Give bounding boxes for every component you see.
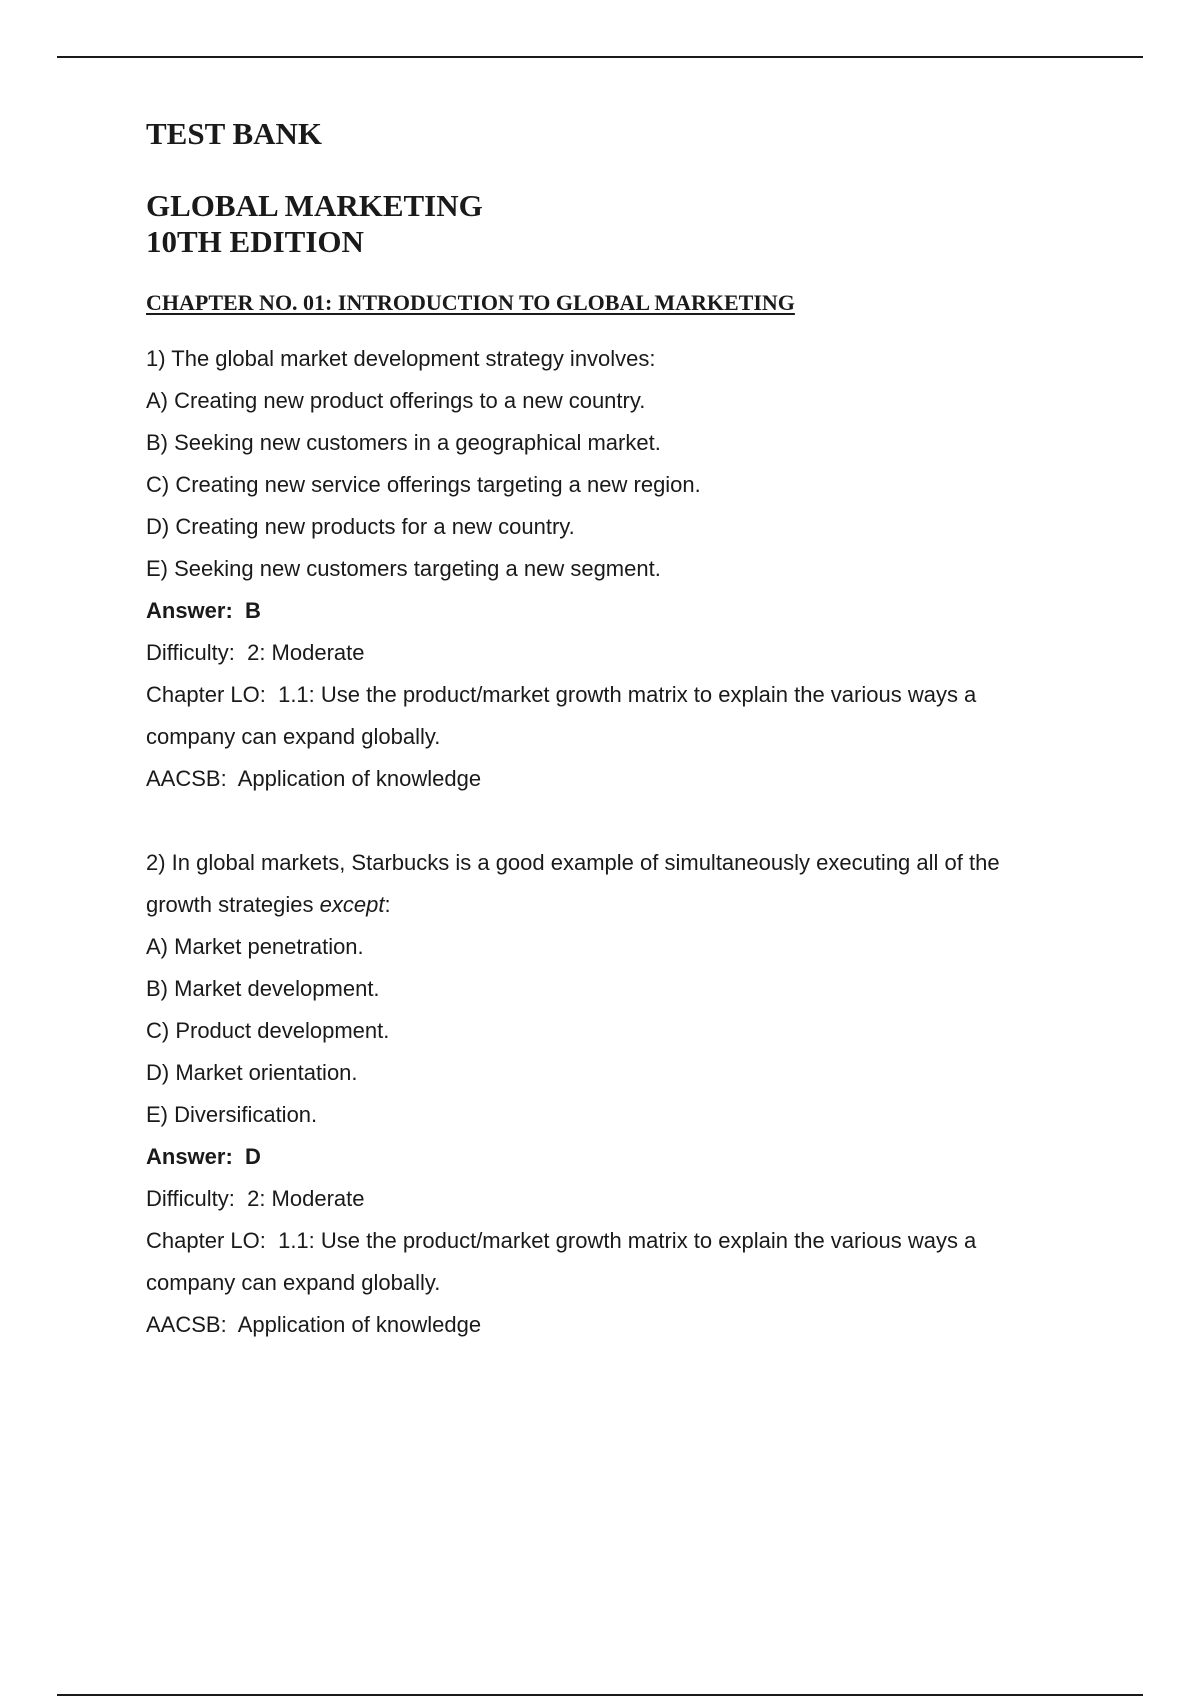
aacsb-value: Application of knowledge	[237, 766, 482, 791]
stem-punctuation: :	[384, 892, 391, 917]
difficulty-value: 2: Moderate	[247, 640, 365, 665]
aacsb-label: AACSB:	[146, 1312, 227, 1337]
option-b: B) Market development.	[146, 976, 380, 1001]
question-2	[146, 842, 1106, 1346]
chapter-lo-value: 1.1: Use the product/market growth matrix to explain the various ways a	[278, 1228, 977, 1253]
bottom-rule	[57, 1694, 1143, 1696]
stem-text: growth strategies	[146, 892, 320, 917]
doc-title: TEST BANK	[146, 116, 323, 151]
answer-value: B	[245, 598, 261, 623]
aacsb-line	[146, 758, 1106, 800]
answer-line	[146, 1136, 1106, 1178]
chapter-lo-continuation: company can expand globally.	[146, 1270, 441, 1295]
question-1	[146, 338, 1106, 800]
difficulty-label: Difficulty:	[146, 1186, 235, 1211]
option-a: A) Creating new product offerings to a new country.	[146, 388, 646, 413]
option-a: A) Market penetration.	[146, 934, 364, 959]
chapter-lo-value: 1.1: Use the product/market growth matrix to explain the various ways a	[278, 682, 977, 707]
difficulty-line	[146, 632, 1106, 674]
difficulty-value: 2: Moderate	[247, 1186, 365, 1211]
answer-line	[146, 590, 1106, 632]
book-title	[146, 188, 1106, 260]
question-stem: 2) In global markets, Starbucks is a good example of simultaneously executing all of the	[146, 850, 1000, 875]
answer-label: Answer:	[146, 1144, 233, 1169]
book-title-line1: GLOBAL MARKETING	[146, 188, 483, 223]
option-e: E) Diversification.	[146, 1102, 318, 1127]
chapter-lo-line	[146, 1220, 1106, 1262]
chapter-lo-label: Chapter LO:	[146, 1228, 266, 1253]
page-content	[146, 116, 1106, 1346]
difficulty-label: Difficulty:	[146, 640, 235, 665]
aacsb-label: AACSB:	[146, 766, 227, 791]
answer-value: D	[245, 1144, 261, 1169]
question-stem-continuation	[146, 884, 1106, 926]
option-c: C) Creating new service offerings targeting a new region.	[146, 472, 701, 497]
chapter-lo-continuation: company can expand globally.	[146, 724, 441, 749]
option-e: E) Seeking new customers targeting a new segment.	[146, 556, 661, 581]
option-d: D) Creating new products for a new country.	[146, 514, 575, 539]
top-rule	[57, 56, 1143, 58]
question-stem: 1) The global market development strategy involves:	[146, 346, 656, 371]
chapter-lo-label: Chapter LO:	[146, 682, 266, 707]
aacsb-value: Application of knowledge	[237, 1312, 482, 1337]
chapter-lo-line	[146, 674, 1106, 716]
option-c: C) Product development.	[146, 1018, 390, 1043]
answer-label: Answer:	[146, 598, 233, 623]
option-d: D) Market orientation.	[146, 1060, 358, 1085]
book-title-line2: 10TH EDITION	[146, 224, 364, 259]
option-b: B) Seeking new customers in a geographical market.	[146, 430, 661, 455]
chapter-heading: CHAPTER NO. 01: INTRODUCTION TO GLOBAL MARKETING	[146, 290, 795, 315]
aacsb-line	[146, 1304, 1106, 1346]
difficulty-line	[146, 1178, 1106, 1220]
stem-emphasis: except	[319, 892, 385, 917]
